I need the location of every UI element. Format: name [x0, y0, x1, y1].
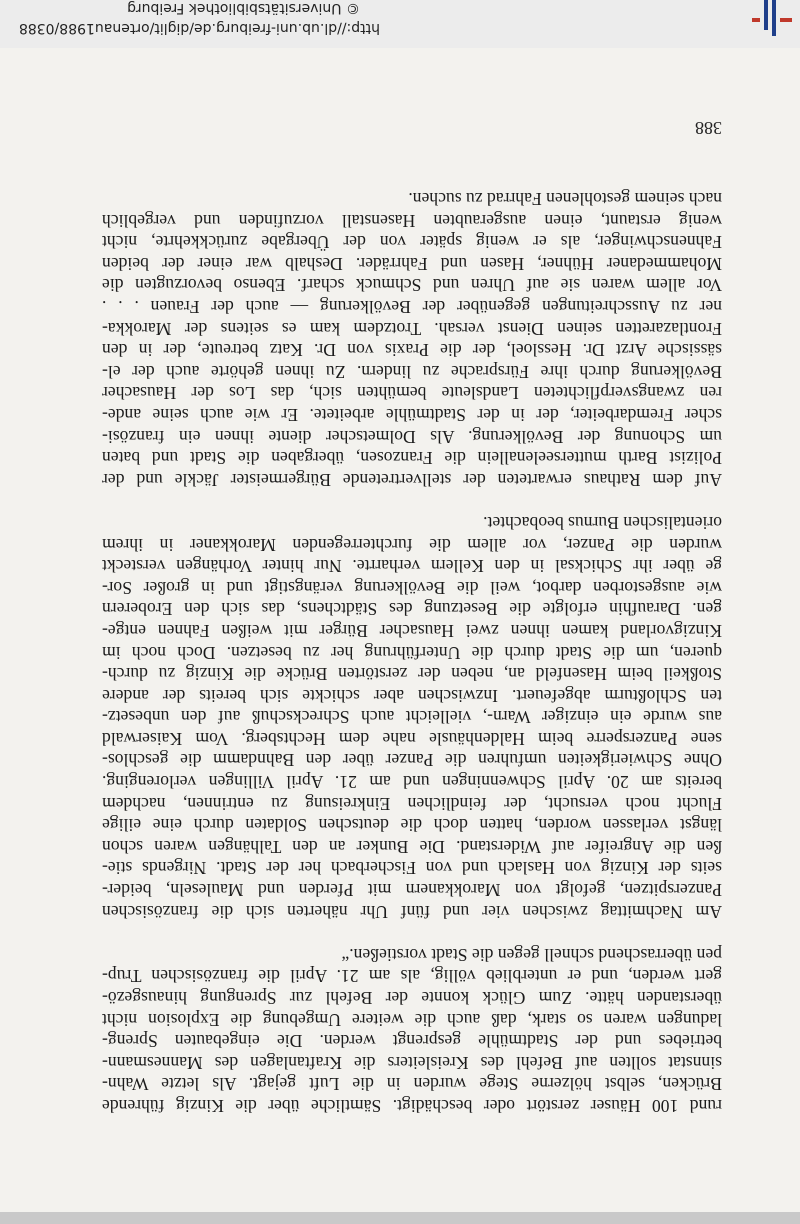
- paragraph: [102, 943, 722, 1116]
- text-line: sene Panzersperre beim Haldenhäusle nahe dem Hechtsberg. Vom Kaiserwald: [102, 728, 722, 749]
- text-line: Kinzigvorland kamen ihnen zwei Hausacher Bürger mit weißen Fahnen entge-: [102, 620, 722, 641]
- text-line: orientalischen Burnus beobachtet.: [483, 512, 722, 533]
- text-line: ren zwangsverpflichteten Landsleute bemühten sich, das Los der Hausacher: [102, 383, 722, 404]
- text-line: Bevölkerung durch ihre Fürsprache zu lindern. Zu ihnen gehörte auch der el-: [102, 361, 722, 382]
- text-line: queren, um die Stadt durch die Unterführung her zu besetzen. Doch noch im: [102, 642, 722, 663]
- text-line: bereits am 20. April Schwenningen und am 21. April Villingen verlorenging.: [102, 772, 722, 793]
- text-line: Vor allem waren sie auf Uhren und Schmuck scharf. Ebenso bevorzugten die: [102, 275, 722, 296]
- text-line: ge über ihr Schicksal in den Kellern verharrte. Nur hinter Vorhängen versteckt: [102, 556, 722, 577]
- text-line: Mohammedaner Hühner, Hasen und Fahrräder. Deshalb war einer der beiden: [102, 253, 722, 274]
- text-line: sinnstat sollten auf Befehl des Kreisleiters die Kraftanlagen des Mannesmann-: [102, 1052, 722, 1073]
- text-line: gert werden, und er unterblieb völlig, als am 21. April die französischen Trup-: [102, 966, 722, 987]
- text-line: längst verlassen worden, hatten doch die deutschen Soldaten durch eine eilige: [102, 815, 722, 836]
- text-line: wurden die Panzer, vor allem die furchterregenden Marokkaner in ihrem: [102, 534, 722, 555]
- text-line: betriebes und der Stadtmühle gesprengt werden. Die eingebauten Spreng-: [102, 1031, 722, 1052]
- text-line: scher Fremdarbeiter, der in der Stadtmühle arbeitete. Er wie auch seine ande-: [102, 405, 722, 425]
- text-line: pen überraschend schnell gegen die Stadt vorstießen.“: [341, 944, 722, 965]
- ub-freiburg-logo-icon: [752, 0, 792, 40]
- text-line: aus wurde ein einziger Warn-, vielleicht auch Schreckschuß auf den unbesetz-: [102, 707, 722, 728]
- text-line: ten Schloßturm abgefeuert. Inzwischen aber schickte sich bereits der andere: [102, 685, 722, 706]
- text-line: Brücken, selbst hölzerne Stege wurden in die Luft gejagt. Als letzte Wahn-: [102, 1074, 722, 1095]
- text-line: Polizist Barth mutterseelenallein die Franzosen, übergaben die Stadt und baten: [102, 448, 722, 469]
- paragraph: [102, 187, 722, 489]
- text-line: Auf dem Rathaus erwarteten der stellvertretende Bürgermeister Jäckle und der: [102, 469, 722, 490]
- page-number: 388: [695, 118, 722, 138]
- text-line: nach seinem gestohlenen Fahrrad zu suchen.: [408, 189, 722, 210]
- text-line: seits der Kinzig von Haslach und von Fischerbach her der Stadt. Nirgends stie-: [102, 858, 722, 879]
- text-line: wenig erstaunt, einen ausgeraubten Hasenstall vorzufinden und vergeblich: [102, 210, 722, 231]
- text-line: Flucht noch versucht, der feindlichen Einkreisung zu entrinnen, nachdem: [102, 793, 722, 814]
- text-line: ßen die Angreifer auf Widerstand. Die Bunker an den Talhängen waren schon: [102, 836, 722, 857]
- text-line: Panzerspitzen, gefolgt von Marokkanern mit Pferden und Mauleseln, beider-: [102, 880, 722, 901]
- text-line: rund 100 Häuser zerstört oder beschädigt. Sämtliche über die Kinzig führende: [102, 1096, 722, 1116]
- text-line: ner zu Ausschreitungen gegenüber der Bevölkerung — auch der Frauen . . .: [102, 297, 722, 318]
- text-line: Frontlazaretten seinen Dienst versah. Trotzdem kam es seitens der Marokka-: [102, 318, 722, 339]
- text-line: sässische Arzt Dr. Hessloel, der die Praxis von Dr. Katz betreute, der in den: [102, 340, 722, 361]
- text-line: Stoßkeil beim Hasenfeld an, neben der zerstörten Brücke die Kinzig zu durch-: [102, 664, 722, 685]
- text-line: Fahnenschwinger, als er wenig später von der Übergabe zurückkehrte, nicht: [102, 232, 722, 253]
- page-body-text: [102, 187, 722, 1116]
- text-line: Ohne Schwierigkeiten umfuhren die Panzer über den Bahndamm die geschlos-: [102, 750, 722, 771]
- text-line: um Schonung der Bevölkerung. Als Dolmetscher diente ihnen ein französi-: [102, 426, 722, 447]
- copyright-notice: © Universitätsbibliothek Freiburg: [127, 0, 360, 16]
- text-line: überstanden hätte. Zum Glück konnte der Befehl zur Sprengung hinausgezö-: [102, 988, 722, 1009]
- paragraph: [102, 511, 722, 921]
- text-line: wie ausgestorben darbot, weil die Bevölkerung verängstigt und in großer Sor-: [102, 577, 722, 598]
- text-line: Am Nachmittag zwischen vier und fünf Uhr näherten sich die französischen: [102, 901, 722, 922]
- text-line: ladungen waren so stark, daß auch die weitere Umgebung die Explosion nicht: [102, 1009, 722, 1030]
- viewer-bottom-edge: [0, 1212, 800, 1224]
- document-url[interactable]: http://dl.ub.uni-freiburg.de/diglit/ortenau1988/0388: [18, 20, 380, 36]
- text-line: gen. Daraufhin erfolgte die Besetzung des Städtchens, das sich den Eroberern: [102, 599, 722, 620]
